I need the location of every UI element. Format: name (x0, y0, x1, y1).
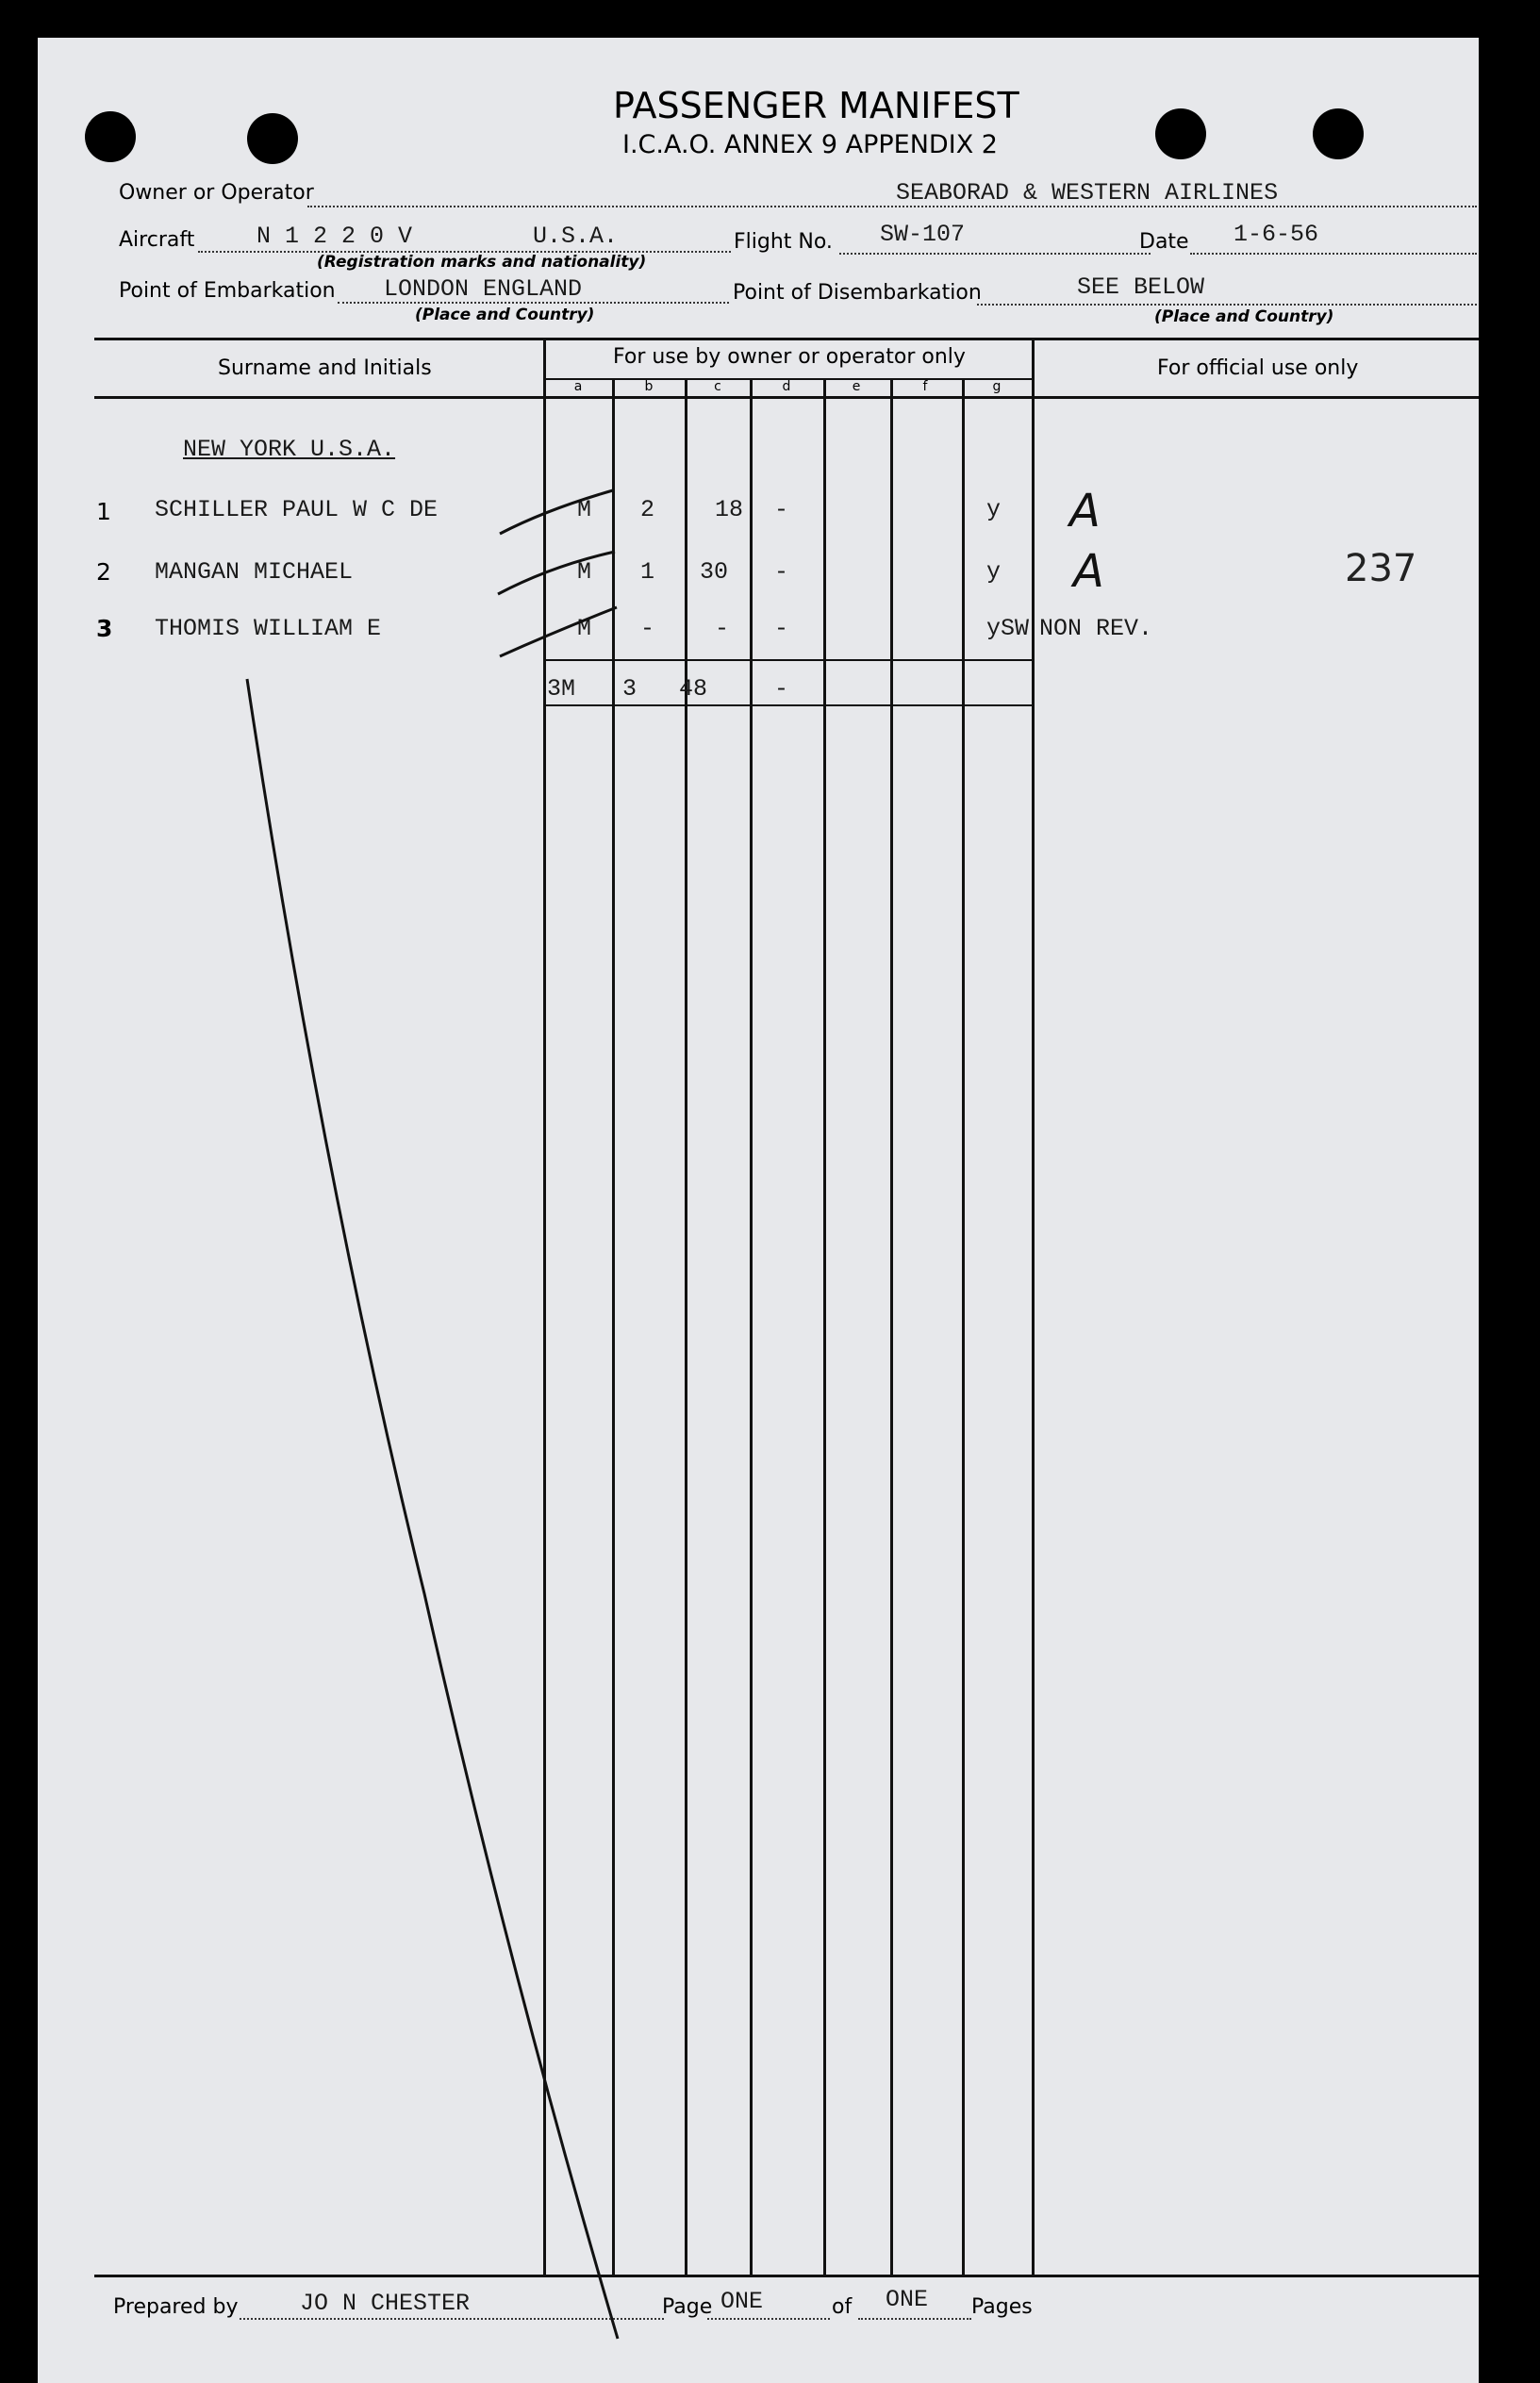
col-letter-a: a (573, 379, 583, 394)
total-c: 48 (679, 675, 708, 703)
aircraft-label: Aircraft (119, 228, 195, 252)
strike-mark-row-3 (500, 607, 617, 656)
owner-value: SEABORAD & WESTERN AIRLINES (896, 179, 1279, 207)
prepared-value: JO N CHESTER (300, 2290, 471, 2317)
owner-label: Owner or Operator (119, 181, 314, 205)
total-b: 3 (622, 675, 638, 703)
col-letter-f: f (922, 379, 928, 394)
total-d: - (774, 675, 789, 703)
of-label: of (832, 2295, 853, 2319)
page-title: PASSENGER MANIFEST (613, 85, 1019, 126)
row-1-number: 1 (96, 498, 111, 525)
row-1-name: SCHILLER PAUL W C DE (155, 496, 439, 523)
flight-value: SW-107 (880, 221, 966, 248)
page-dots (707, 2318, 830, 2320)
nationality-value: U.S.A. (533, 223, 619, 250)
row-2-official-number: 237 (1345, 547, 1417, 590)
of-value: ONE (886, 2286, 929, 2313)
row-1-g: y (986, 496, 1002, 523)
row-3-b: - (640, 615, 655, 642)
col-letter-e: e (852, 379, 861, 394)
flight-label: Flight No. (734, 230, 833, 254)
row-3-d: - (774, 615, 789, 642)
row-2-official: A (1073, 545, 1104, 598)
embark-value: LONDON ENGLAND (384, 275, 583, 303)
disembark-note: (Place and Country) (1154, 307, 1334, 326)
strike-mark-row-2 (498, 552, 615, 594)
manifest-sheet (38, 38, 1479, 2383)
col-letter-g: g (992, 379, 1002, 394)
row-2-c: 30 (700, 558, 729, 586)
row-2-b: 1 (640, 558, 655, 586)
prepared-dots (240, 2318, 664, 2320)
embark-note: (Place and Country) (415, 306, 595, 324)
row-2-d: - (774, 558, 789, 586)
diagonal-cancel-line (247, 679, 618, 2339)
row-1-official: A (1069, 485, 1101, 538)
pen-marks (38, 38, 1479, 2383)
col-header-official: For official use only (1157, 356, 1359, 380)
row-3-c: - (715, 615, 730, 642)
row-3-name: THOMIS WILLIAM E (155, 615, 382, 642)
disembark-label: Point of Disembarkation (733, 281, 982, 305)
row-1-b: 2 (640, 496, 655, 523)
row-1-a: M (577, 496, 592, 523)
row-3-a: M (577, 615, 592, 642)
page-value: ONE (720, 2288, 764, 2315)
of-dots (858, 2318, 971, 2320)
row-3-official: NON REV. (1039, 615, 1153, 642)
aircraft-value: N 1 2 2 0 V (257, 223, 413, 250)
destination-heading: NEW YORK U.S.A. (183, 436, 396, 463)
date-value: 1-6-56 (1234, 221, 1319, 248)
row-2-number: 2 (96, 558, 111, 586)
pages-label: Pages (971, 2295, 1033, 2319)
col-letter-d: d (782, 379, 791, 394)
row-2-name: MANGAN MICHAEL (155, 558, 354, 586)
row-1-d: - (774, 496, 789, 523)
total-a: 3M (547, 675, 576, 703)
embark-label: Point of Embarkation (119, 279, 336, 303)
row-2-a: M (577, 558, 592, 586)
col-header-owner-use: For use by owner or operator only (613, 345, 966, 369)
prepared-label: Prepared by (113, 2295, 239, 2319)
date-label: Date (1139, 230, 1189, 254)
row-3-g: ySW (986, 615, 1030, 642)
col-letter-c: c (714, 379, 721, 394)
col-header-surname: Surname and Initials (218, 356, 432, 380)
row-1-c: 18 (715, 496, 744, 523)
page-label: Page (662, 2295, 713, 2319)
row-3-number: 3 (96, 615, 113, 642)
registration-note: (Registration marks and nationality) (317, 253, 647, 272)
page-subtitle: I.C.A.O. ANNEX 9 APPENDIX 2 (622, 130, 998, 159)
strike-mark-row-1 (500, 490, 613, 534)
col-letter-b: b (644, 379, 654, 394)
disembark-value: SEE BELOW (1077, 273, 1205, 301)
row-2-g: y (986, 558, 1002, 586)
